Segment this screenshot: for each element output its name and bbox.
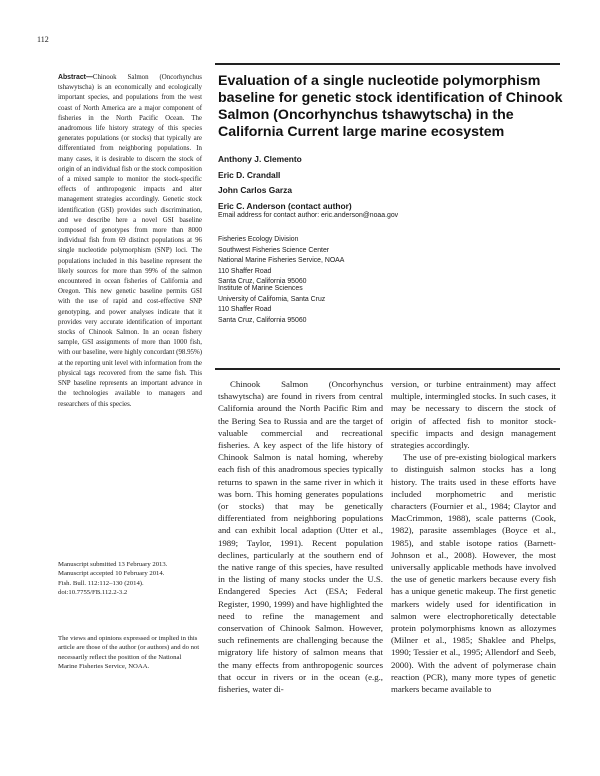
body-rule	[215, 368, 560, 370]
author: Anthony J. Clemento	[218, 154, 302, 164]
body-paragraph: version, or turbine entrainment) may affect multiple, intermingled stocks. In such cases, it may be necessary to discern the stock of origin of affected fish to monitor stock-specific impacts and design management strategies accordingly.	[391, 379, 556, 451]
body-paragraph: Chinook Salmon (Oncorhynchus tshawytscha) are found in rivers from central California around the North Pacific Rim and the Bering Sea to Russia and are the target of valuable commercial and recreational fisheries. A key aspect of the life history of Chinook Salmon is natal homing, whereby each fish of this anadromous species typically returns to spawn in the same river in which it was born. This homing generates populations (or stocks) that may be genetically differentiated from neighboring populations and can exhibit local adaption (Utter et al., 1989; Taylor, 1991). Recent population declines, particularly at the southern end of the native range of this species, have resulted in the listing of many stocks under the U.S. Endangered Species Act (ESA; Federal Register, 1990, 1999) and have highlighted the need to refine the management and conservation of Chinook Salmon. However, such refinements are challenging because the migratory life history of salmon means that the many effects from anthropogenic sources that occur in rivers or in the ocean (e.g., fisheries, water di-	[218, 379, 383, 695]
page-number: 112	[37, 35, 49, 44]
affiliation-line: Southwest Fisheries Science Center	[218, 246, 330, 254]
affiliation-line: Santa Cruz, California 95060	[218, 278, 307, 285]
affiliation-line: Fisheries Ecology Division	[218, 236, 299, 243]
body-column-1	[218, 378, 383, 695]
affiliation-line: National Marine Fisheries Service, NOAA	[218, 257, 345, 264]
manuscript-info	[58, 560, 202, 598]
author: John Carlos Garza	[218, 185, 293, 196]
affiliation-line: 110 Shaffer Road	[218, 306, 272, 313]
abstract-label: Abstract—	[58, 74, 93, 81]
article-title: Evaluation of a single nucleotide polymorphism baseline for genetic stock identification of Chinook Salmon (Oncorhynchus tshawytscha) in the California Current large marine ecosystem	[218, 73, 563, 140]
author-list	[218, 152, 558, 214]
author: Eric C. Anderson (contact author)	[218, 200, 352, 211]
body-column-2	[391, 378, 556, 695]
title-rule	[215, 63, 560, 65]
affiliation-line: 110 Shaffer Road	[218, 267, 272, 275]
doi: doi:10.7755/FB.112.2-3.2	[58, 589, 128, 597]
abstract-text: Chinook Salmon (Oncorhynchus tshawytscha) is an economically and ecologically important species, and populations from the west coast of North America are a major component of fisheries in the North Pacific Ocean. The anadromous life history strategy of this species generates populations (or stocks) that typically are differentiated from neighboring populations. In many cases, it is desirable to discern the stock of origin of an individual fish or the stock composition of a mixed sample to monitor the stock-specific effects of anthropogenic impacts and alter management strategies accordingly. Genetic stock identification (GSI) provides such discrimination, and we describe here a novel GSI baseline composed of genotypes from more than 8000 individual fish from 69 distinct populations at 96 single nucleotide polymorphism (SNP) loci. The populations included in this baseline represent the likely sources for more than 99% of the salmon encountered in ocean fisheries of California and Oregon. This new genetic baseline permits GSI with the use of rapid and cost-effective SNP genotyping, and power analyses indicate that it provides very accurate identification of important stocks of Chinook Salmon. In an ocean fishery sample, GSI assignments of more than 1000 fish, with our baseline, were highly concordant (98.95%) at the reporting unit level with information from the physical tags recovered from the same fish. This SNP baseline represents an important advance in the technologies available to managers and researchers of this species.	[58, 74, 202, 408]
affiliation-line: Santa Cruz, California 95060	[218, 316, 307, 324]
author: Eric D. Crandall	[218, 169, 281, 180]
manuscript-submitted: Manuscript submitted 13 February 2013.	[58, 561, 168, 568]
affiliation-1	[218, 235, 558, 288]
affiliation-2	[218, 284, 558, 326]
disclaimer: The views and opinions expressed or implied in this article are those of the author (or authors) and do not necessarily reflect the position of the National Marine Fisheries Service, NOAA.	[58, 635, 200, 671]
citation: Fish. Bull. 112:112–130 (2014).	[58, 579, 144, 587]
manuscript-accepted: Manuscript accepted 10 February 2014.	[58, 570, 165, 578]
affiliation-line: Institute of Marine Sciences	[218, 285, 303, 292]
abstract	[58, 73, 202, 410]
contact-email: Email address for contact author: eric.anderson@noaa.gov	[218, 212, 399, 219]
affiliation-line: University of California, Santa Cruz	[218, 295, 326, 303]
body-paragraph: The use of pre-existing biological markers to distinguish salmon stocks has a long history. The traits used in these efforts have included morphometric and meristic characters (Fournier et al., 1984; Claytor and MacCrimmon, 1988), scale patterns (Cook, 1982), parasite assemblages (Boyce et al., 1985), and stable isotope ratios (Barnett-Johnson et al., 2008). However, the most universally applicable methods have involved the use of genetic markers because every fish has a unique genetic makeup. The first genetic markers widely used for identification in salmon were electrophoretically detectable protein polymorphisms known as allozymes (Milner et al., 1985; Shaklee and Phelps, 1990; Tessier et al., 1995; Allendorf and Seeb, 2000). With the advent of polymerase chain reaction (PCR), many more types of genetic markers became available to	[391, 452, 556, 695]
